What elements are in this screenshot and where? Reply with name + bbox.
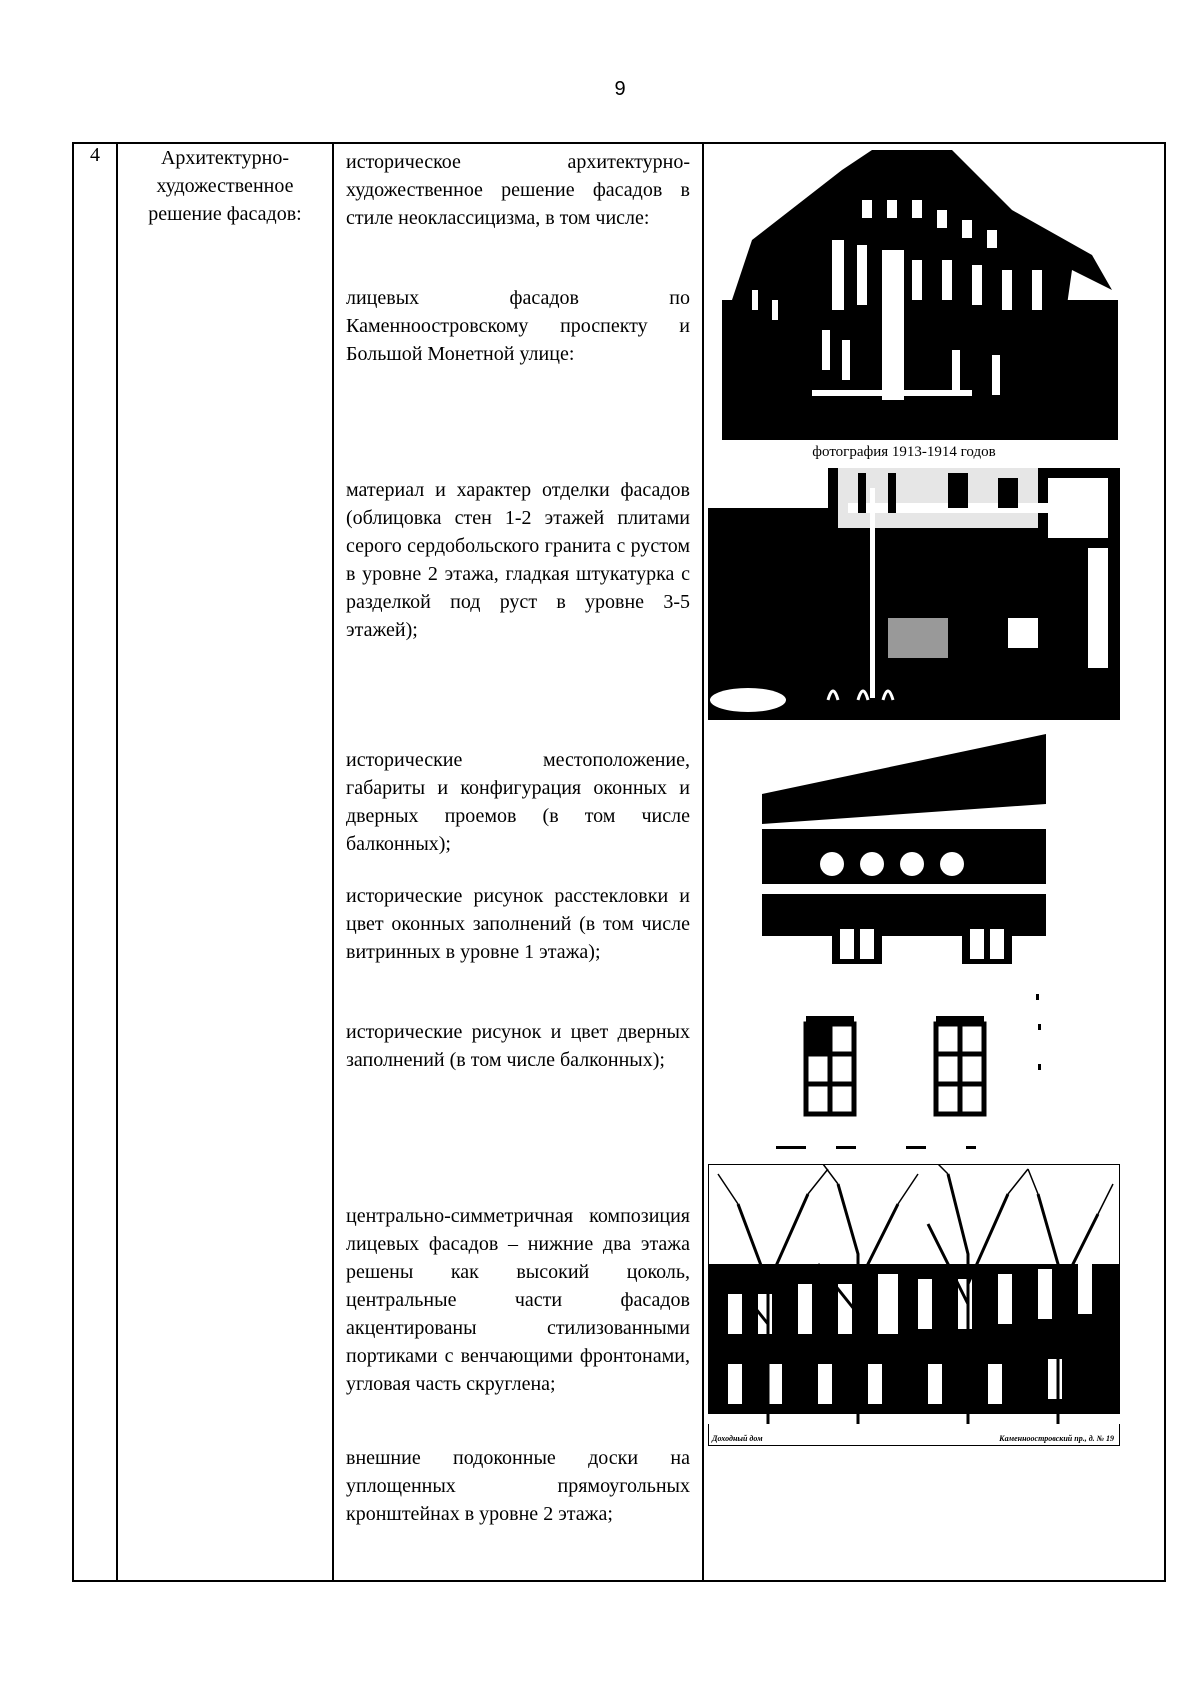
row-number: 4: [73, 143, 117, 1581]
paragraph-window-sills: внешние подоконные доски на уплощенных прямоугольных кронштейнах в уровне 2 этажа;: [346, 1447, 690, 1525]
paragraph-finishing-material: материал и характер отделки фасадов (облицовка стен 1-2 этажей плитами серого сердобольского гранита с рустом в уровне 2 этажа, гладкая штукатурка с разделкой под руст в уровне 3-5 этажей);: [346, 479, 690, 641]
facade-detail-photo: [762, 734, 1046, 974]
requirements-table: [72, 142, 1166, 1582]
window-drawing: [756, 984, 1056, 1154]
row-title: Архитектурно-художественное решение фасадов:: [117, 143, 333, 1581]
paragraph-street-facades: лицевых фасадов по Каменноостровскому проспекту и Большой Монетной улице:: [346, 287, 690, 365]
description-cell: [333, 143, 703, 1581]
photo-caption: фотография 1913-1914 годов: [812, 444, 996, 460]
illustrations-cell: [703, 143, 1165, 1581]
paragraph-historic-solution: историческое архитектурно-художественное решение фасадов в стиле неоклассицизма, в том числе:: [346, 151, 690, 229]
paragraph-composition: центрально-симметричная композиция лицевых фасадов – нижние два этажа решены как высокий цоколь, центральные части фасадов акцентированы стилизованными портиками с венчающими фронтонами, угловая часть скруглена;: [346, 1205, 690, 1395]
street-corner-photo: [708, 468, 1120, 720]
photo-caption-left: Доходный дом: [712, 1434, 763, 1443]
paragraph-door-fillings: исторические рисунок и цвет дверных заполнений (в том числе балконных);: [346, 1021, 690, 1071]
building-with-trees-photo: [708, 1164, 1120, 1446]
table-row: [73, 143, 1165, 1581]
photo-caption-right: Каменноостровский пр., д. № 19: [999, 1434, 1114, 1443]
historic-building-photo: [712, 150, 1118, 440]
paragraph-openings: исторические местоположение, габариты и конфигурация оконных и дверных проемов (в том числе балконных);: [346, 749, 690, 855]
paragraph-window-fillings: исторические рисунок расстекловки и цвет оконных заполнений (в том числе витринных в уровне 1 этажа);: [346, 885, 690, 963]
page-number: 9: [614, 78, 626, 100]
